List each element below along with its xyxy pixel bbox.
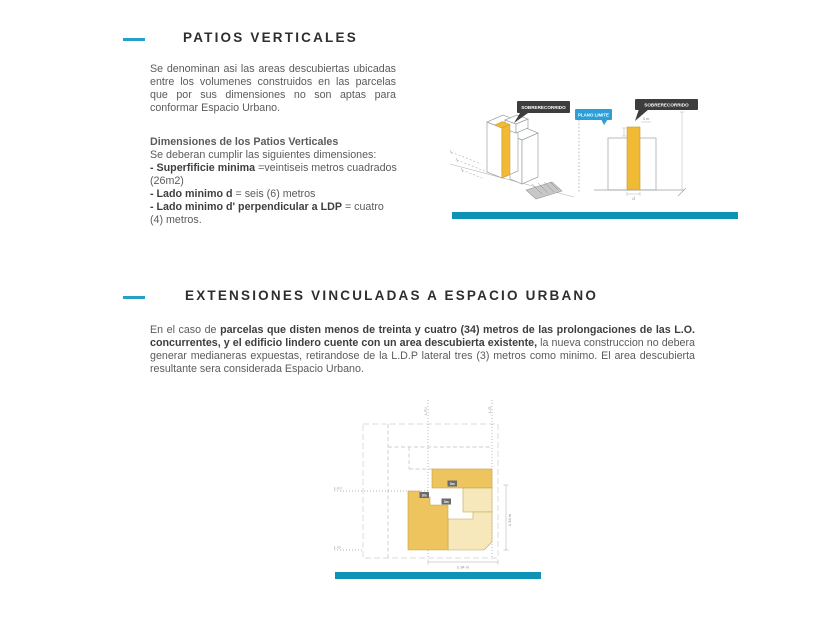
new-construction-mass — [432, 469, 492, 488]
dimension-item — [150, 162, 398, 188]
dimensions-block — [150, 136, 398, 227]
existing-building-mass — [448, 512, 492, 550]
paragraph-run-bold: parcelas que disten menos de treinta y cuatro (34) metros de las prolongaciones de las L.O. concurrentes, y el edificio lindero cuente con un area descubierta existente, — [150, 324, 696, 349]
dimensions-intro: Se deberan cumplir las siguientes dimensiones: — [150, 149, 377, 161]
patio-vertical-highlight — [627, 127, 640, 190]
lfi-top-label: L.F.I — [423, 407, 428, 415]
extensiones-paragraph — [150, 324, 695, 376]
dimension-item-value: =veintiseis metros cuadrados (26m2) — [150, 162, 397, 187]
teal-divider-bottom — [335, 572, 541, 579]
section1-title: PATIOS VERTICALES — [183, 30, 358, 45]
intro-paragraph: Se denominan asi las areas descubiertas ubicadas entre los volumenes construidos en las parcelas que por sus dimensiones no son aptas para conformar Espacio Urbano. — [150, 63, 396, 114]
dimension-item-value: = seis (6) metros — [232, 188, 316, 200]
dimension-item — [150, 201, 398, 227]
building-elevation — [594, 127, 686, 196]
dimension-item-label: - Lado minimo d — [150, 188, 233, 200]
dim-34m-bottom-label: ≤ 34 m — [456, 564, 470, 570]
lo-top-label: L.O — [487, 406, 492, 413]
setback-3m-label: 3m — [443, 500, 449, 504]
plano-limite-tag-label: PLANO LIMITE — [578, 112, 609, 118]
dimension-item — [150, 188, 398, 201]
dimension-item-value: = cuatro (4) metros. — [150, 201, 384, 226]
lo-left-label: L.O. — [334, 544, 342, 550]
paragraph-run: la nueva construccion no debera generar medianeras expuestas, retirandose de la L.D.P lateral tres (3) metros como minimo. El area descubierta resultante sera considerada Espacio Urbano. — [150, 337, 696, 375]
existing-building-mass — [463, 488, 492, 512]
setback-3m-label: 3m — [421, 493, 427, 498]
section2-title: EXTENSIONES VINCULADAS A ESPACIO URBANO — [185, 288, 599, 303]
lfi-left-label: L.F.I — [334, 485, 342, 491]
dimension-item-label: - Superfificie minima — [150, 162, 256, 174]
plan-diagram — [328, 394, 546, 584]
teal-divider-top — [452, 212, 738, 219]
dimensions-heading: Dimensiones de los Patios Verticales — [150, 136, 339, 148]
setback-3m-label: 3m — [449, 482, 455, 486]
title-dash — [123, 38, 145, 41]
dim-3m-label: 3 m — [642, 116, 650, 121]
dim-34m-right-label: ≤ 34 m — [507, 513, 512, 526]
title-dash — [123, 296, 145, 299]
elevation-diagram — [574, 99, 704, 219]
paragraph-run: En el caso de — [150, 324, 221, 336]
dimension-item-label: - Lado minimo d' perpendicular a LDP — [150, 201, 342, 213]
dim-d-label: d — [632, 196, 635, 201]
sidewalk — [526, 182, 562, 199]
sobrerecorrido-tag-label: SOBRERECORRIDO — [521, 105, 566, 110]
iso-diagram — [448, 94, 580, 216]
sobrerecorrido-tag-label: SOBRERECORRIDO — [644, 102, 689, 108]
plano-limite-tag — [575, 109, 612, 125]
